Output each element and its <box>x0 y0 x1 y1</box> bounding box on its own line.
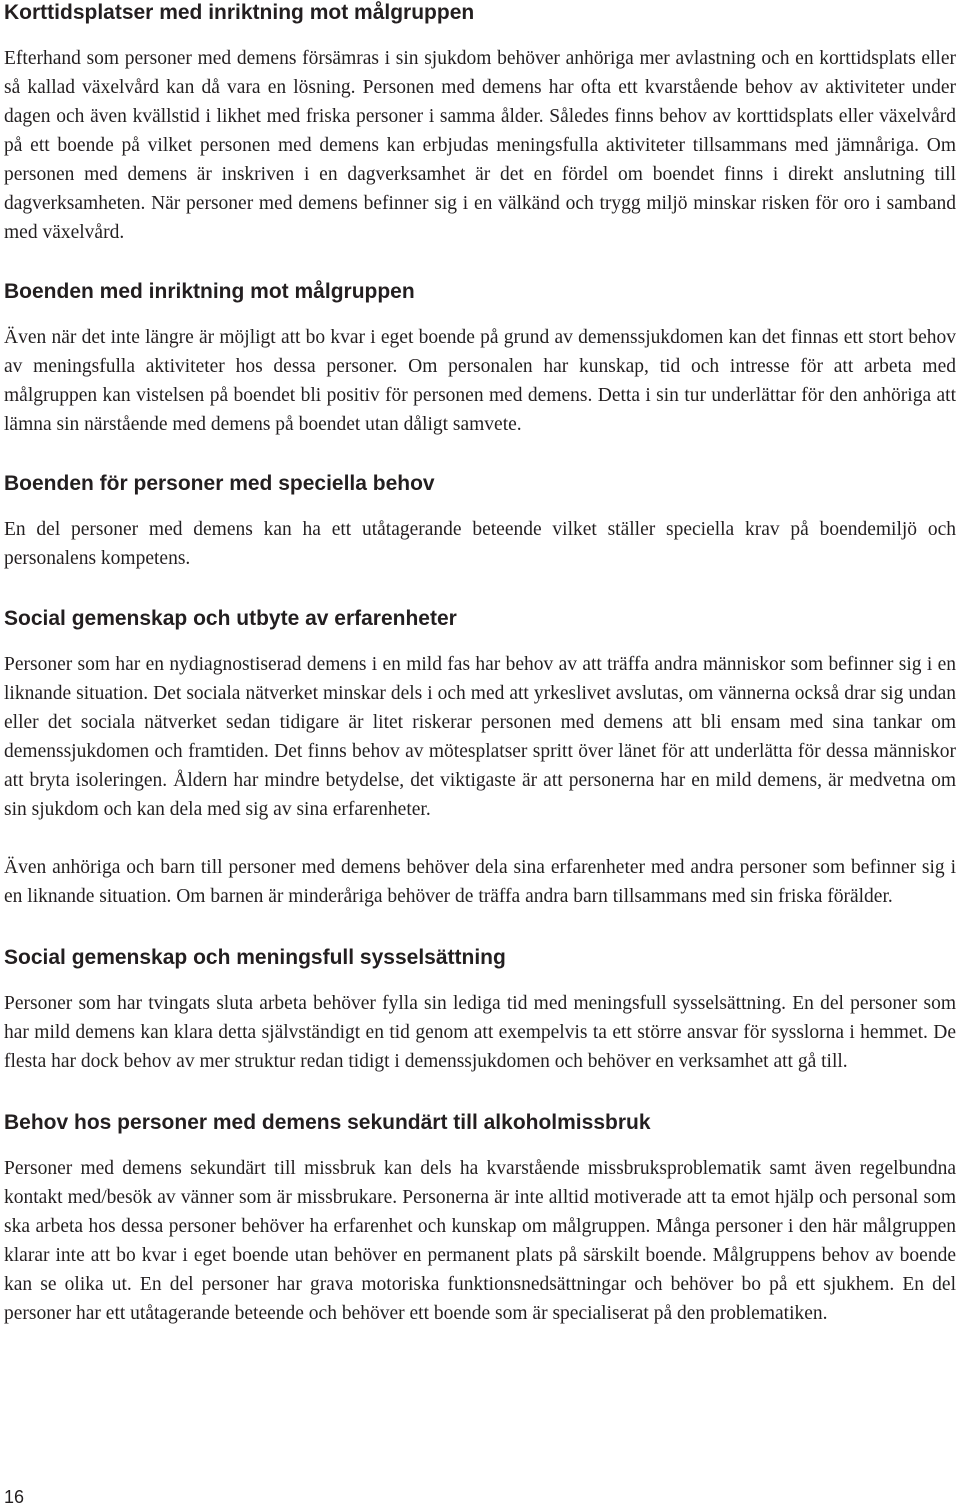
body-paragraph: Även när det inte längre är möjligt att bo kvar i eget boende på grund av demenssjukdomen kan det finnas ett stort behov av meningsfulla aktiviteter hos dessa personer. Om personalen har kunskap, tid och intresse för att arbeta med målgruppen kan vistelsen på boendet bli positiv för personen med demens. Detta i sin tur underlättar för den anhöriga att lämna sin närstående med demens på boendet utan dåligt samvete. <box>4 327 956 435</box>
section-heading: Korttidsplatser med inriktning mot målgruppen <box>4 1 475 24</box>
body-paragraph: Personer som har en nydiagnostiserad demens i en mild fas har behov av att träffa andra människor som befinner sig i en liknande situation. Det sociala nätverket minskar dels i och med att yrkeslivet avslutas, om vännerna också drar sig undan eller det sociala nätverket sedan tidigare är litet riskerar personen med demens att bli ensam med sina tankar om demenssjukdomen och framtiden. Det finns behov av mötesplatser spritt över länet för att underlätta för dessa människor att bryta isoleringen. Åldern har mindre betydelse, det viktigaste är att personerna har en mild demens, är medvetna om sin sjukdom och kan dela med sig av sina erfarenheter. <box>4 654 956 820</box>
section-heading: Boenden för personer med speciella behov <box>4 472 435 495</box>
body-paragraph: En del personer med demens kan ha ett utåtagerande beteende vilket ställer speciella krav på boendemiljö och personalens kompetens. <box>4 519 956 569</box>
section-heading: Boenden med inriktning mot målgruppen <box>4 280 415 303</box>
body-paragraph: Personer som har tvingats sluta arbeta behöver fylla sin lediga tid med meningsfull sysselsättning. En del personer som har mild demens kan klara detta självständigt en tid genom att exempelvis ta ett större ansvar för sysslorna i hemmet. De flesta har dock behov av mer struktur redan tidigt i demenssjukdomen och behöver en verksamhet att gå till. <box>4 993 956 1072</box>
section-heading: Behov hos personer med demens sekundärt till alkoholmissbruk <box>4 1111 651 1134</box>
body-paragraph: Personer med demens sekundärt till missbruk kan dels ha kvarstående missbruksproblematik samt även regelbundna kontakt med/besök av vänner som är missbrukare. Personerna är inte alltid motiverade att ta emot hjälp och personal som ska arbeta hos dessa personer behöver ha erfarenhet och kunskap om målgruppen. Många personer i den här målgruppen klarar inte att bo kvar i eget boende utan behöver en permanent plats på särskilt boende. Målgruppens behov av boende kan se olika ut. En del personer har grava motoriska funktionsnedsättningar och behöver bo på ett sjukhem. En del personer har ett utåtagerande beteende och behöver ett boende som är specialiserat på den problematiken. <box>4 1158 956 1324</box>
page-number: 16 <box>4 1487 25 1507</box>
document-page <box>4 0 956 1328</box>
section-heading: Social gemenskap och utbyte av erfarenheter <box>4 607 457 630</box>
section-heading: Social gemenskap och meningsfull sysselsättning <box>4 946 506 969</box>
body-paragraph: Efterhand som personer med demens försämras i sin sjukdom behöver anhöriga mer avlastning och en korttidsplats eller så kallad växelvård kan då vara en lösning. Personen med demens har ofta ett kvarstående behov av aktiviteter under dagen och även kvällstid i likhet med friska personer i samma ålder. Således finns behov av korttidsplats eller växelvård på ett boende på vilket personen med demens kan erbjudas meningsfulla aktiviteter tillsammans med jämnåriga. Om personen med demens är inskriven i en dagverksamhet är det en fördel om boendet finns i direkt anslutning till dagverksamheten. När personer med demens befinner sig i en välkänd och trygg miljö minskar risken för oro i samband med växelvård. <box>4 48 956 243</box>
body-paragraph: Även anhöriga och barn till personer med demens behöver dela sina erfarenheter med andra personer som befinner sig i en liknande situation. Om barnen är minderåriga behöver de träffa andra barn tillsammans med sin friska förälder. <box>4 857 956 907</box>
